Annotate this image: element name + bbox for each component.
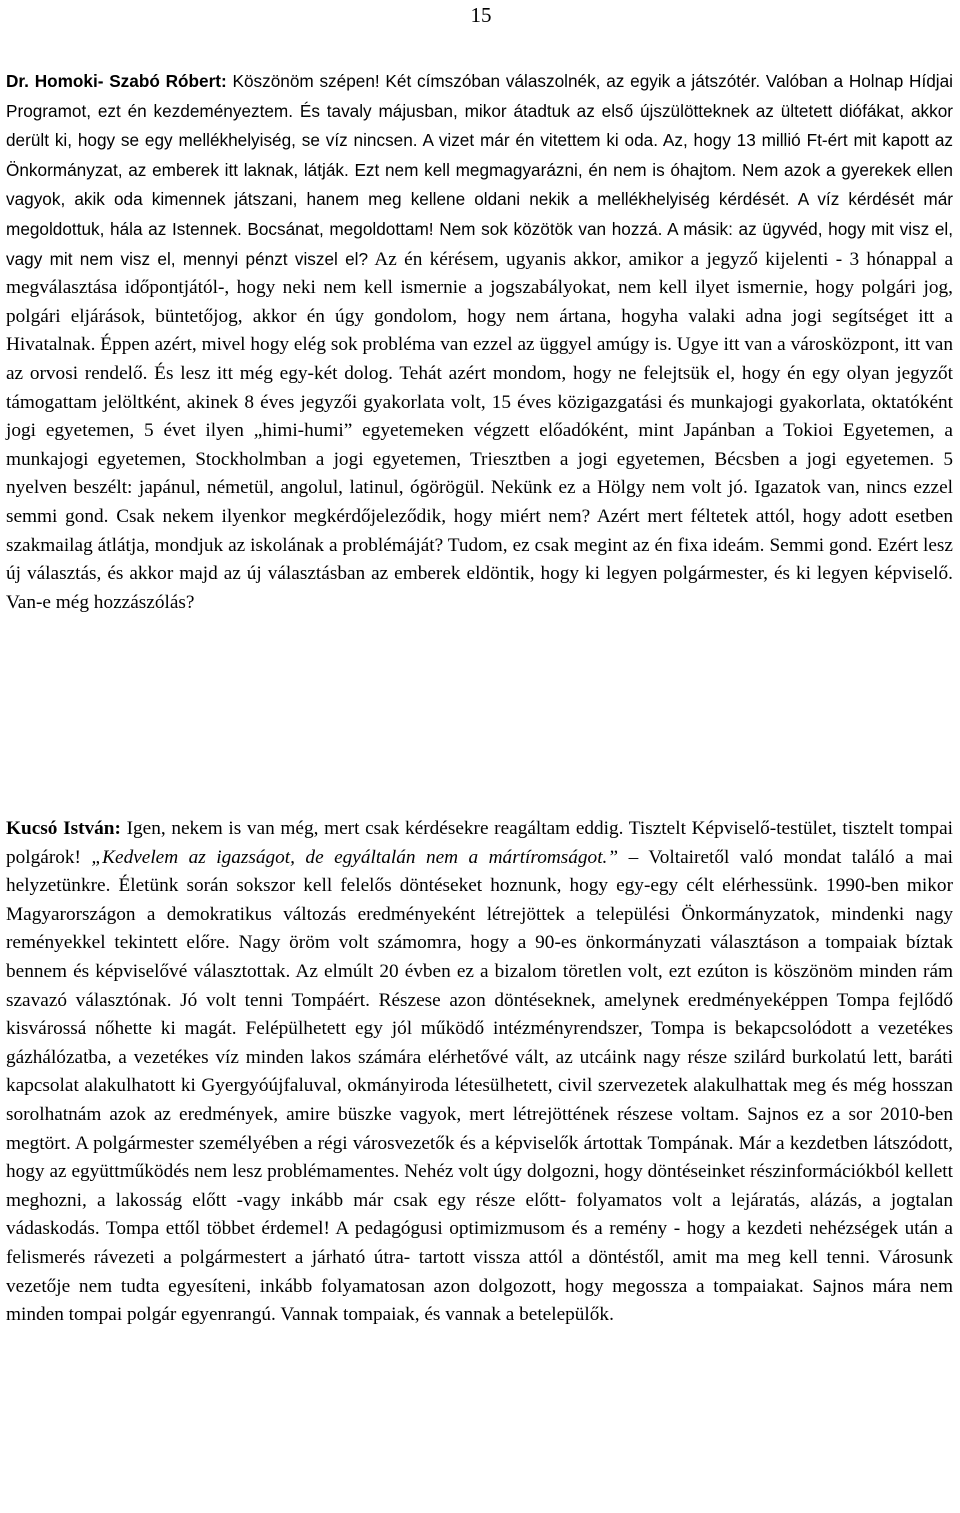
speech-text-part-2: Az én kérésem, ugyanis akkor, amikor a jegyző kijelenti - 3 hónappal a megválasztása időpontjától-, hogy neki nem kell ismernie a jogszabályokat, nem kell ilyet ismernie, hogy polgári jog, polgári eljárások, büntetőjog, akkor én úgy gondolom, hogy nem ártana, hogyha valaki adna jogi segítséget itt a Hivatalnak. Éppen azért, mivel hogy elég sok probléma van ezzel az üggyel amúgy is. Ugye itt van a városközpont, itt van az orvosi rendelő. És lesz itt még egy-két dolog. Tehát azért mondom, hogy ne felejtsük el, hogy én egy olyan jegyzőt támogattam jelöltként, akinek 8 éves jegyzői gyakorlata volt, 15 éves közigazgatási és munkajogi gyakorlata, oktatóként jogi egyetemen, 5 évet ilyen „himi-humi” egyetemeken végzett előadóként, mint Japánban a Tokioi Egyetemen, a munkajogi egyetemen, Stockholmban a jogi egyetemen, Triesztben a jogi egyetemen, Bécsben a jogi egyetemen. 5 nyelven beszélt: japánul, németül, angolul, latinul, ógörögül. Nekünk ez a Hölgy nem volt jó. Igazatok van, nincs ezzel semmi gond. Csak nekem ilyenkor megkérdőjeleződik, hogy miért nem? Azért mert féltetek attól, hogy adott esetben szakmailag átlátja, mondjuk az iskolának a problémáját? Tudom, ez csak megint az én fixa ideám. Semmi gond. Ezért lesz új választás, és akkor majd az új választásban az emberek eldöntik, hogy ki legyen polgármester, és ki legyen képviselő. Van-e még hozzászólás?	[6, 248, 953, 613]
voltaire-quote: „Kedvelem az igazságot, de egyáltalán nem a mártíromságot.”	[91, 846, 619, 868]
speech-text-part-1: Köszönöm szépen! Két címszóban válaszolnék, az egyik a játszótér. Valóban a Holnap Hídjai Programot, ezt én kezdeményeztem. És tavaly májusban, mikor átadtuk az első újszülötteknek az ültetett diófákat, akkor derült ki, hogy se egy mellékhelyiség, se víz nincsen. A vizet már én vitettem ki oda. Az, hogy 13 millió Ft-ért mit kapott az Önkormányzat, az emberek itt laknak, látják. Ezt nem kell megmagyarázni, én nem is óhajtom. Nem azok a gyerekek ellen vagyok, akik oda kimennek játszani, hanem meg kellene oldani nekik a mellékhelyiség kérdését. A víz kérdését már megoldottuk, hála az Istennek. Bocsánat, megoldottam! Nem sok közötök van hozzá. A másik: az ügyvéd, hogy mit visz el, vagy mit nem visz el, mennyi pénzt viszel el?	[6, 71, 953, 269]
speech-text-body: – Voltairetől való mondat találó a mai helyzetünkre. Életünk során sokszor kell felelős döntéseket hoznunk, hogy egy-egy célt elérhessünk. 1990-ben mikor Magyarországon a demokratikus változás eredményeként létrejöttek a települési Önkormányzatok, mindenki nagy reményekkel tekintett előre. Nagy öröm volt számomra, hogy a 90-es önkormányzati választáson a tompaiak bíztak bennem és képviselővé választottak. Az elmúlt 20 évben ez a bizalom töretlen volt, ezt ezúton is köszönöm minden rám szavazó választónak. Jó volt tenni Tompáért. Részese azon döntéseknek, amelynek eredményeképpen Tompa fejlődő kisvárossá nőhette ki magát. Felépülhetett egy jól működő intézményrendszer, Tompa is bekapcsolódott a vezetékes gázhálózatba, a vezetékes víz minden lakos számára elérhetővé vált, az utcáink nagy része szilárd burkolatú lett, baráti kapcsolat alakulhatott ki Gyergyóújfaluval, okmányiroda létesülhetett, civil szervezetek alakulhattak meg és még hosszan sorolhatnám azok az eredmények, amire büszke vagyok, mert létrejöttének részese voltam. Sajnos ez a sor 2010-ben megtört. A polgármester személyében a régi városvezetők és a képviselők ártottak Tompának. Már a kezdetben látszódott, hogy az együttműködés nem lesz problémamentes. Nehéz volt úgy dolgozni, hogy döntéseinket részinformációkból kellett meghozni, a lakosság előtt -vagy inkább már csak egy része előtt- folyamatos volt a lejáratás, alázás, a jogtalan vádaskodás. Tompa ettől többet érdemel! A pedagógusi optimizmusom és a remény - hogy a kezdeti nehézségek után a felismerés rávezeti a polgármestert a járható útra- tartott vissza attól a döntéstől, amit ma meg kell tenni. Városunk vezetője nem tudta egyesíteni, inkább folyamatosan azon dolgozott, hogy megossza a tompaiakat. Sajnos mára nem minden tompai polgár egyenrangú. Vannak tompaiak, és vannak a betelepülők.	[6, 846, 954, 1326]
speaker-name: Dr. Homoki- Szabó Róbert:	[6, 71, 227, 91]
speech-text-intro: Igen, nekem is van még, mert csak kérdésekre reagáltam eddig. Tisztelt Képviselő-testület, tisztelt tompai polgárok!	[6, 818, 953, 868]
speaker-name: Kucsó István:	[6, 818, 121, 839]
speech-paragraph-homoki-szabo	[6, 67, 953, 617]
page-number: 15	[470, 3, 492, 27]
speech-paragraph-kucso	[6, 815, 953, 1330]
